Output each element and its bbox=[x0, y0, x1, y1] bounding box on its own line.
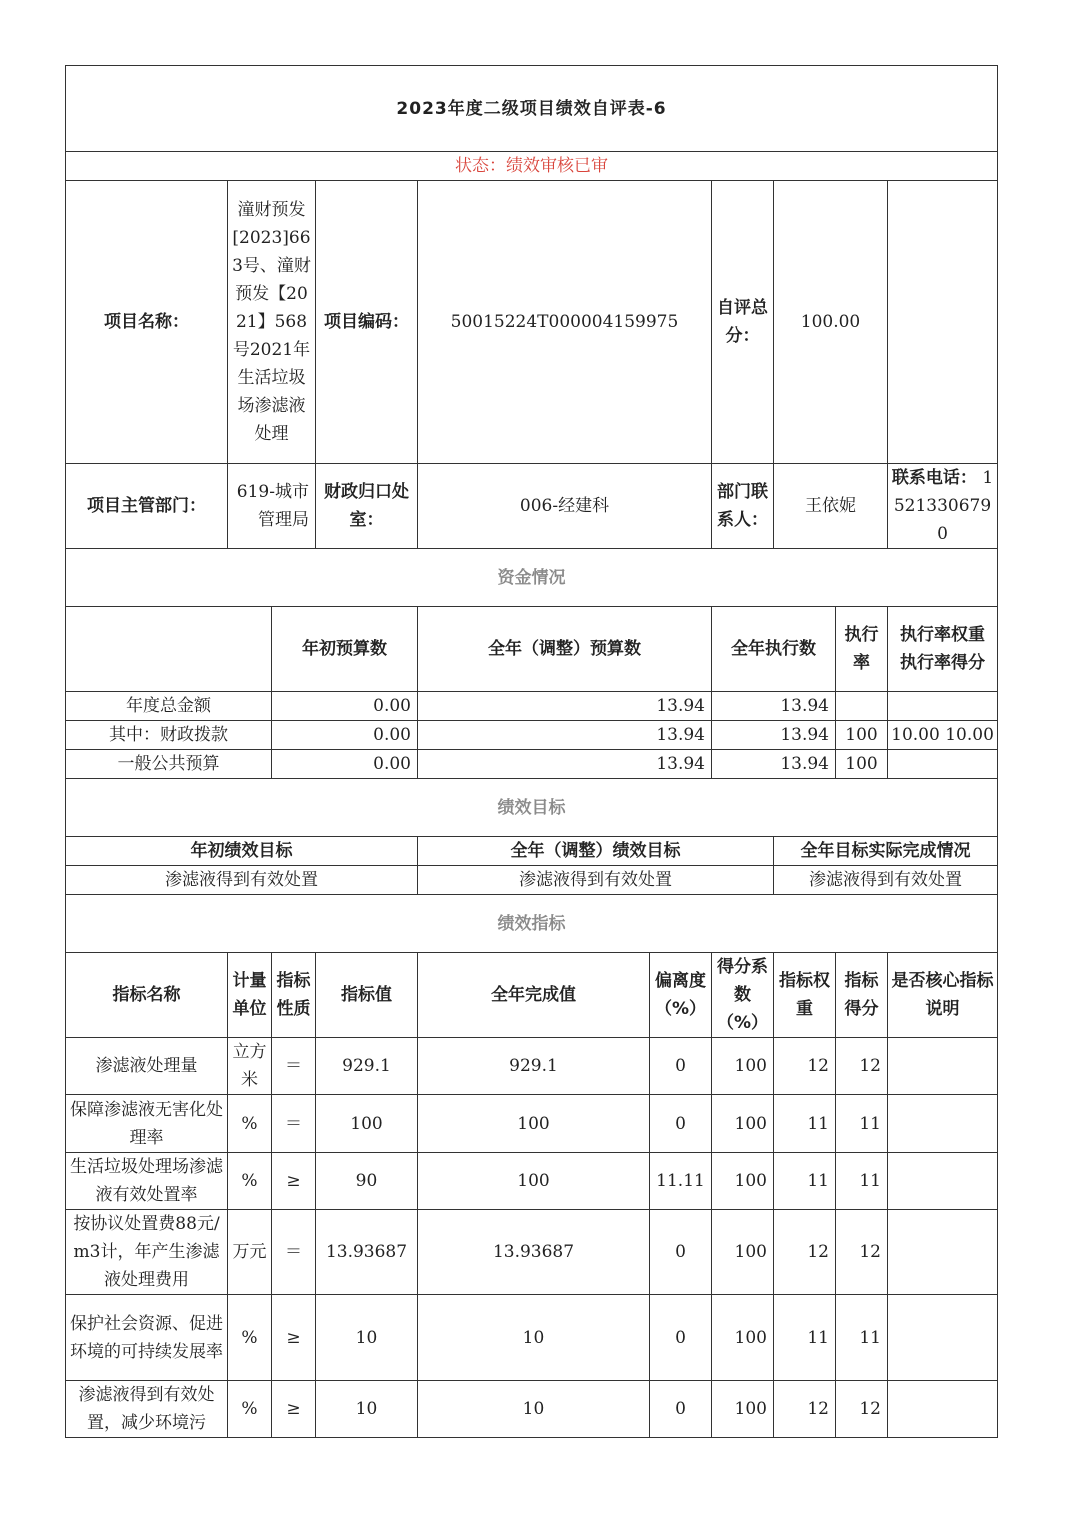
funds-row bbox=[66, 721, 998, 750]
funds-header-adjusted: 全年（调整）预算数 bbox=[418, 607, 712, 692]
indicator-row bbox=[66, 1210, 998, 1295]
contact-value: 王依妮 bbox=[774, 464, 888, 549]
funds-row-label: 其中：财政拨款 bbox=[66, 721, 272, 750]
ind-nature: ≥ bbox=[272, 1381, 316, 1438]
project-code-value: 50015224T000004159975 bbox=[418, 181, 712, 464]
ind-score: 12 bbox=[836, 1038, 888, 1095]
funds-row-executed: 13.94 bbox=[712, 750, 836, 779]
funds-row-adjusted: 13.94 bbox=[418, 750, 712, 779]
funds-row-executed: 13.94 bbox=[712, 692, 836, 721]
ind-name: 按协议处置费88元/m3计，年产生渗滤液处理费用 bbox=[66, 1210, 228, 1295]
ind-nature: ＝ bbox=[272, 1095, 316, 1153]
indicators-section-title: 绩效指标 bbox=[66, 895, 998, 953]
ind-name: 生活垃圾处理场渗滤液有效处置率 bbox=[66, 1153, 228, 1210]
title-row bbox=[66, 66, 998, 152]
ind-name: 渗滤液得到有效处置，减少环境污 bbox=[66, 1381, 228, 1438]
goals-section-row bbox=[66, 779, 998, 837]
ind-coef: 100 bbox=[712, 1210, 774, 1295]
ind-actual: 100 bbox=[418, 1095, 650, 1153]
dept-value: 619-城市管理局 bbox=[228, 464, 316, 549]
ind-target: 100 bbox=[316, 1095, 418, 1153]
funds-section-row bbox=[66, 549, 998, 607]
indicator-row bbox=[66, 1295, 998, 1381]
ind-score: 12 bbox=[836, 1381, 888, 1438]
funds-row-rate: 100 bbox=[836, 721, 888, 750]
ind-unit: 立方米 bbox=[228, 1038, 272, 1095]
funds-row-weight-score bbox=[888, 692, 998, 721]
funds-row-weight-score bbox=[888, 750, 998, 779]
ind-header-actual: 全年完成值 bbox=[418, 953, 650, 1038]
ind-coef: 100 bbox=[712, 1095, 774, 1153]
ind-nature: ＝ bbox=[272, 1210, 316, 1295]
funds-header-rate: 执行率 bbox=[836, 607, 888, 692]
ind-weight: 12 bbox=[774, 1381, 836, 1438]
funds-row-initial: 0.00 bbox=[272, 692, 418, 721]
ind-score: 11 bbox=[836, 1295, 888, 1381]
funds-row bbox=[66, 692, 998, 721]
ind-header-coef: 得分系数（%） bbox=[712, 953, 774, 1038]
funds-row-initial: 0.00 bbox=[272, 721, 418, 750]
funds-header-score: 执行率得分 bbox=[900, 653, 986, 673]
project-name-label: 项目名称： bbox=[66, 181, 228, 464]
goals-value-initial: 渗滤液得到有效处置 bbox=[66, 866, 418, 895]
funds-row-score: 10.00 bbox=[945, 725, 994, 745]
funds-row-rate bbox=[836, 692, 888, 721]
ind-score: 11 bbox=[836, 1153, 888, 1210]
ind-nature: ≥ bbox=[272, 1295, 316, 1381]
ind-unit: % bbox=[228, 1381, 272, 1438]
ind-header-core: 是否核心指标 bbox=[891, 971, 994, 991]
funds-row-label: 年度总金额 bbox=[66, 692, 272, 721]
ind-header-note: 说明 bbox=[925, 999, 960, 1019]
funds-row-rate: 100 bbox=[836, 750, 888, 779]
goals-value-row bbox=[66, 866, 998, 895]
funds-header-initial: 年初预算数 bbox=[272, 607, 418, 692]
ind-unit: 万元 bbox=[228, 1210, 272, 1295]
funds-header-blank bbox=[66, 607, 272, 692]
goals-header-initial: 年初绩效目标 bbox=[66, 837, 418, 866]
ind-core-note bbox=[888, 1038, 998, 1095]
ind-score: 11 bbox=[836, 1095, 888, 1153]
ind-weight: 12 bbox=[774, 1038, 836, 1095]
ind-deviation: 11.11 bbox=[650, 1153, 712, 1210]
ind-target: 10 bbox=[316, 1381, 418, 1438]
ind-header-core-note bbox=[888, 953, 998, 1038]
dept-info-row bbox=[66, 464, 998, 549]
funds-header-weight-score bbox=[888, 607, 998, 692]
ind-coef: 100 bbox=[712, 1153, 774, 1210]
indicators-header-row bbox=[66, 953, 998, 1038]
ind-name: 保障渗滤液无害化处理率 bbox=[66, 1095, 228, 1153]
ind-deviation: 0 bbox=[650, 1210, 712, 1295]
ind-unit: % bbox=[228, 1295, 272, 1381]
indicators-section-row bbox=[66, 895, 998, 953]
ind-actual: 10 bbox=[418, 1295, 650, 1381]
funds-header-executed: 全年执行数 bbox=[712, 607, 836, 692]
funds-row-adjusted: 13.94 bbox=[418, 721, 712, 750]
ind-score: 12 bbox=[836, 1210, 888, 1295]
project-name-value: 潼财预发[2023]663号、潼财预发【2021】568号2021年生活垃圾场渗滤液处理 bbox=[228, 181, 316, 464]
ind-deviation: 0 bbox=[650, 1038, 712, 1095]
ind-deviation: 0 bbox=[650, 1295, 712, 1381]
funds-row-adjusted: 13.94 bbox=[418, 692, 712, 721]
funds-header-weight: 执行率权重 bbox=[900, 625, 986, 645]
ind-target: 10 bbox=[316, 1295, 418, 1381]
ind-target: 90 bbox=[316, 1153, 418, 1210]
ind-header-score: 指标得分 bbox=[836, 953, 888, 1038]
project-info-row bbox=[66, 181, 998, 464]
ind-coef: 100 bbox=[712, 1038, 774, 1095]
phone-label: 联系电话： bbox=[891, 468, 977, 488]
ind-header-name: 指标名称 bbox=[66, 953, 228, 1038]
ind-core-note bbox=[888, 1381, 998, 1438]
ind-unit: % bbox=[228, 1153, 272, 1210]
goals-value-adjusted: 渗滤液得到有效处置 bbox=[418, 866, 774, 895]
ind-name: 渗滤液处理量 bbox=[66, 1038, 228, 1095]
funds-header-row bbox=[66, 607, 998, 692]
ind-header-target: 指标值 bbox=[316, 953, 418, 1038]
phone-cell bbox=[888, 464, 998, 549]
ind-coef: 100 bbox=[712, 1295, 774, 1381]
ind-deviation: 0 bbox=[650, 1381, 712, 1438]
ind-target: 929.1 bbox=[316, 1038, 418, 1095]
ind-coef: 100 bbox=[712, 1381, 774, 1438]
ind-actual: 13.93687 bbox=[418, 1210, 650, 1295]
ind-deviation: 0 bbox=[650, 1095, 712, 1153]
goals-header-actual: 全年目标实际完成情况 bbox=[774, 837, 998, 866]
blank-cell bbox=[888, 181, 998, 464]
ind-nature: ≥ bbox=[272, 1153, 316, 1210]
ind-header-weight: 指标权重 bbox=[774, 953, 836, 1038]
goals-header-row bbox=[66, 837, 998, 866]
ind-weight: 12 bbox=[774, 1210, 836, 1295]
indicator-row bbox=[66, 1038, 998, 1095]
ind-header-deviation: 偏离度（%） bbox=[650, 953, 712, 1038]
phone-value: 15213306790 bbox=[893, 468, 994, 544]
goals-header-adjusted: 全年（调整）绩效目标 bbox=[418, 837, 774, 866]
ind-weight: 11 bbox=[774, 1295, 836, 1381]
ind-actual: 100 bbox=[418, 1153, 650, 1210]
funds-row-label: 一般公共预算 bbox=[66, 750, 272, 779]
project-code-label: 项目编码： bbox=[316, 181, 418, 464]
dept-label: 项目主管部门： bbox=[66, 464, 228, 549]
ind-header-unit: 计量单位 bbox=[228, 953, 272, 1038]
goals-section-title: 绩效目标 bbox=[66, 779, 998, 837]
finance-value: 006-经建科 bbox=[418, 464, 712, 549]
ind-core-note bbox=[888, 1095, 998, 1153]
page-title: 2023年度二级项目绩效自评表-6 bbox=[66, 66, 998, 152]
ind-unit: % bbox=[228, 1095, 272, 1153]
indicator-row bbox=[66, 1153, 998, 1210]
ind-core-note bbox=[888, 1210, 998, 1295]
funds-row bbox=[66, 750, 998, 779]
goals-value-actual: 渗滤液得到有效处置 bbox=[774, 866, 998, 895]
ind-weight: 11 bbox=[774, 1095, 836, 1153]
funds-row-weight: 10.00 bbox=[891, 725, 940, 745]
ind-target: 13.93687 bbox=[316, 1210, 418, 1295]
ind-nature: ＝ bbox=[272, 1038, 316, 1095]
contact-label: 部门联系人： bbox=[712, 464, 774, 549]
status-row bbox=[66, 152, 998, 181]
score-label: 自评总分： bbox=[712, 181, 774, 464]
status-text: 状态：绩效审核已审 bbox=[66, 152, 998, 181]
finance-label: 财政归口处室： bbox=[316, 464, 418, 549]
funds-section-title: 资金情况 bbox=[66, 549, 998, 607]
ind-actual: 10 bbox=[418, 1381, 650, 1438]
evaluation-sheet bbox=[65, 65, 998, 1438]
indicator-row bbox=[66, 1381, 998, 1438]
ind-actual: 929.1 bbox=[418, 1038, 650, 1095]
indicator-row bbox=[66, 1095, 998, 1153]
ind-core-note bbox=[888, 1295, 998, 1381]
funds-row-initial: 0.00 bbox=[272, 750, 418, 779]
score-value: 100.00 bbox=[774, 181, 888, 464]
ind-name: 保护社会资源、促进环境的可持续发展率 bbox=[66, 1295, 228, 1381]
funds-row-executed: 13.94 bbox=[712, 721, 836, 750]
funds-row-weight-score bbox=[888, 721, 998, 750]
ind-header-nature: 指标性质 bbox=[272, 953, 316, 1038]
ind-weight: 11 bbox=[774, 1153, 836, 1210]
ind-core-note bbox=[888, 1153, 998, 1210]
